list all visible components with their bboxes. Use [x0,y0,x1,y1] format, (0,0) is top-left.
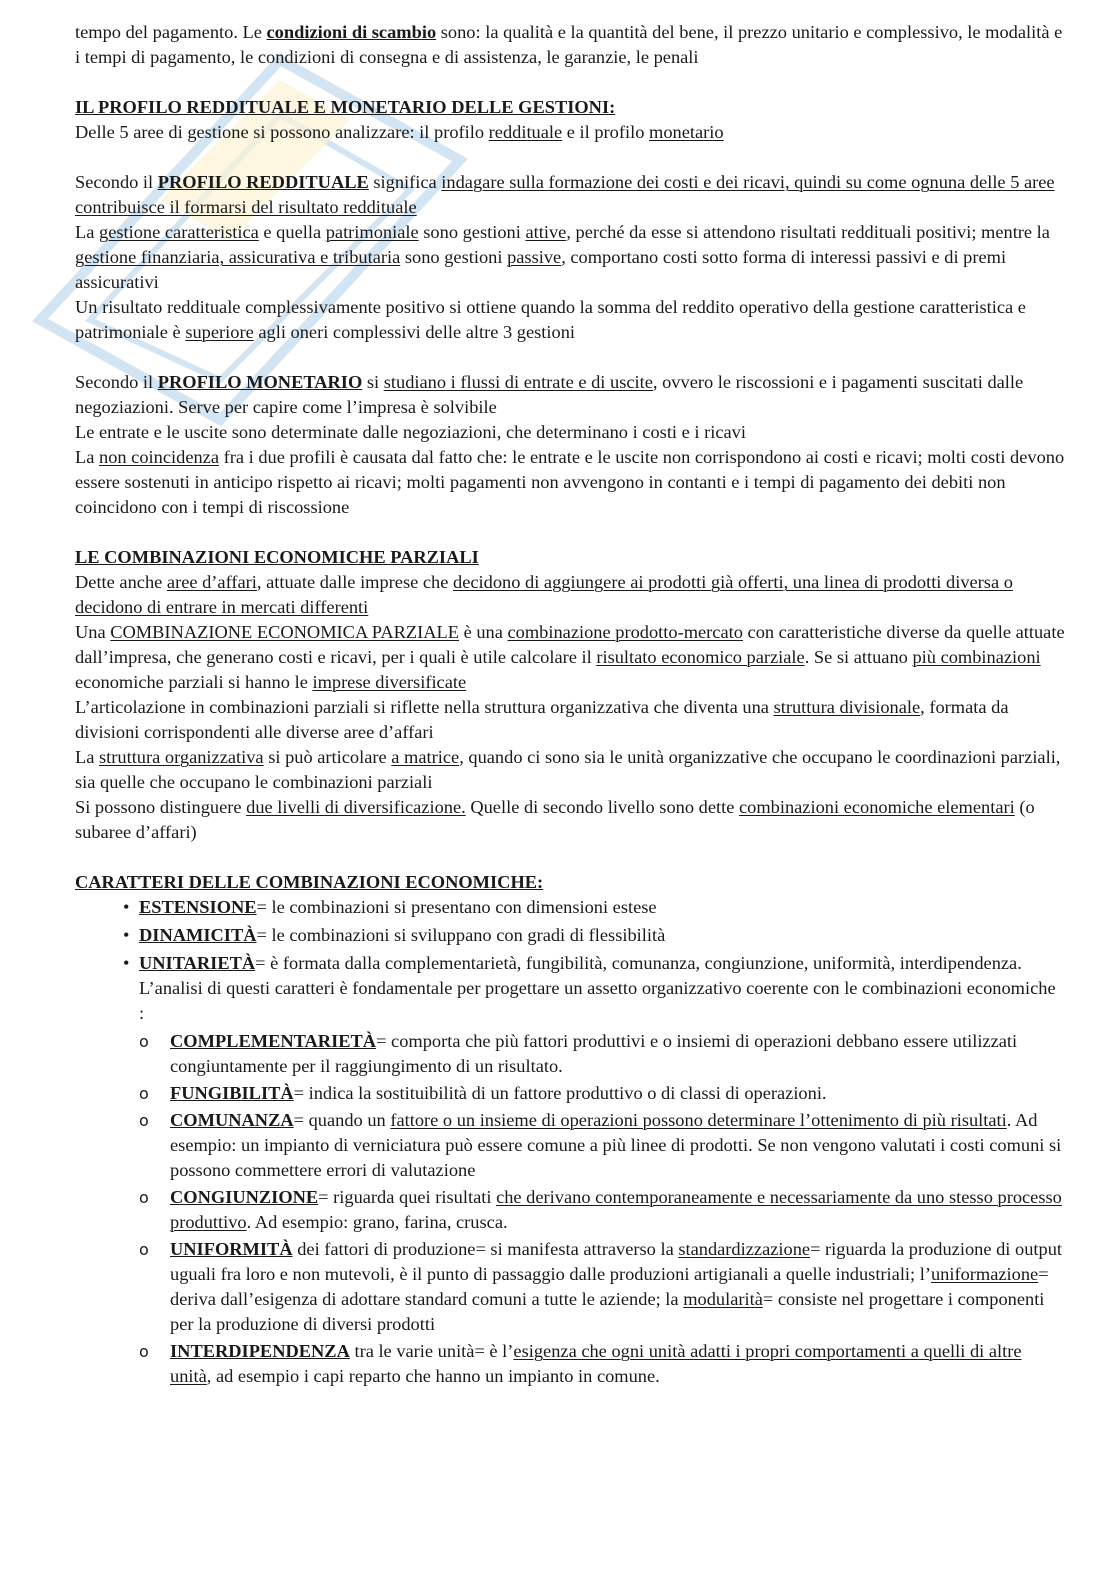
heading-caratteri: CARATTERI DELLE COMBINAZIONI ECONOMICHE: [75,872,544,892]
list-item-estensione: • ESTENSIONE= le combinazioni si presentano con dimensioni estese [123,897,657,917]
s1-paragraph-3: La gestione caratteristica e quella patrimoniale sono gestioni attive, perché da esse si attendono risultati reddituali positivi; mentre la gestione finanziaria, assicurativa e tributaria sono gestioni passive, comportano costi sotto forma di interessi passivi e di premi assicurativi [75,222,1050,292]
s2-paragraph-2: Una COMBINAZIONE ECONOMICA PARZIALE è una combinazione prodotto-mercato con caratteristiche diverse da quelle attuate dall’impresa, che generano costi e ricavi, per i quali è utile calcolare il risultato economico parziale. Se si attuano più combinazioni economiche parziali si hanno le imprese diversificate [75,622,1065,692]
s1-paragraph-1: Delle 5 aree di gestione si possono analizzare: il profilo reddituale e il profilo monetario [75,122,724,142]
heading-profilo: IL PROFILO REDDITUALE E MONETARIO DELLE GESTIONI: [75,97,616,117]
s1-paragraph-6: Le entrate e le uscite sono determinate dalle negoziazioni, che determinano i costi e i ricavi [75,422,746,442]
s2-paragraph-3: L’articolazione in combinazioni parziali si riflette nella struttura organizzativa che diventa una struttura divisionale, formata da divisioni corrispondenti alle diverse aree d’affari [75,697,1009,742]
s2-paragraph-1: Dette anche aree d’affari, attuate dalle imprese che decidono di aggiungere ai prodotti già offerti, una linea di prodotti diversa o decidono di entrare in mercati differenti [75,572,1013,617]
s1-paragraph-4: Un risultato reddituale complessivamente positivo si ottiene quando la somma del reddito operativo della gestione caratteristica e patrimoniale è superiore agli oneri complessivi delle altre 3 gestioni [75,297,1026,342]
caratteri-list [75,895,1065,1026]
list-item-unitarieta: • UNITARIETÀ= è formata dalla complementarietà, fungibilità, comunanza, congiunzione, uniformità, interdipendenza. L’analisi di questi caratteri è fondamentale per progettare un assetto organizzativo coerente con le combinazioni economiche : [123,953,1056,1023]
list-item-dinamicita: • DINAMICITÀ= le combinazioni si sviluppano con gradi di flessibilità [123,925,666,945]
s2-paragraph-5: Si possono distinguere due livelli di diversificazione. Quelle di secondo livello sono dette combinazioni economiche elementari (o subaree d’affari) [75,797,1035,842]
s1-paragraph-7: La non coincidenza fra i due profili è causata dal fatto che: le entrate e le uscite non corrispondono ai costi e ricavi; molti costi devono essere sostenuti in anticipo rispetto ai ricavi; molti pagamenti non avvengono in contanti e i tempi di pagamento dei debiti non coincidono con i tempi di riscossione [75,447,1065,517]
sublist-item-complementarieta: o COMPLEMENTARIETÀ= comporta che più fattori produttivi e o insiemi di operazioni debbano essere utilizzati congiuntamente per il raggiungimento di un risultato. [139,1031,1018,1076]
heading-combinazioni-parziali: LE COMBINAZIONI ECONOMICHE PARZIALI [75,547,479,567]
s2-paragraph-4: La struttura organizzativa si può articolare a matrice, quando ci sono sia le unità organizzative che occupano le coordinazioni parziali, sia quelle che occupano le combinazioni parziali [75,747,1061,792]
document-page [75,20,1065,1391]
unitarieta-sublist [75,1029,1065,1389]
s1-paragraph-2: Secondo il PROFILO REDDITUALE significa indagare sulla formazione dei costi e dei ricavi, quindi su come ognuna delle 5 aree contribuisce il formarsi del risultato reddituale [75,172,1055,217]
sublist-item-interdipendenza: o INTERDIPENDENZA tra le varie unità= è l’esigenza che ogni unità adatti i propri comportamenti a quelli di altre unità, ad esempio i capi reparto che hanno un impianto in comune. [139,1341,1022,1386]
sublist-item-uniformita: o UNIFORMITÀ dei fattori di produzione= si manifesta attraverso la standardizzazione= riguarda la produzione di output uguali fra loro e non mutevoli, è il punto di passaggio dalle produzioni artigianali a quelle industriali; l’uniformazione= deriva dall’esigenza di adottare standard comuni a tutte le aziende; la modularità= consiste nel progettare i componenti per la produzione di diversi prodotti [139,1239,1062,1334]
sublist-item-comunanza: o COMUNANZA= quando un fattore o un insieme di operazioni possono determinare l’ottenimento di più risultati. Ad esempio: un impianto di verniciatura può essere comune a più linee di prodotti. Se non vengono valutati i costi comuni si possono commettere errori di valutazione [139,1110,1062,1180]
s1-paragraph-5: Secondo il PROFILO MONETARIO si studiano i flussi di entrate e di uscite, ovvero le riscossioni e i pagamenti suscitati dalle negoziazioni. Serve per capire come l’impresa è solvibile [75,372,1024,417]
intro-paragraph: tempo del pagamento. Le condizioni di scambio sono: la qualità e la quantità del bene, il prezzo unitario e complessivo, le modalità e i tempi di pagamento, le condizioni di consegna e di assistenza, le garanzie, le penali [75,22,1063,67]
sublist-item-fungibilita: o FUNGIBILITÀ= indica la sostituibilità di un fattore produttivo o di classi di operazioni. [139,1083,827,1103]
sublist-item-congiunzione: o CONGIUNZIONE= riguarda quei risultati che derivano contemporaneamente e necessariamente da uno stesso processo produttivo. Ad esempio: grano, farina, crusca. [139,1187,1062,1232]
intro-term: condizioni di scambio [266,22,437,42]
